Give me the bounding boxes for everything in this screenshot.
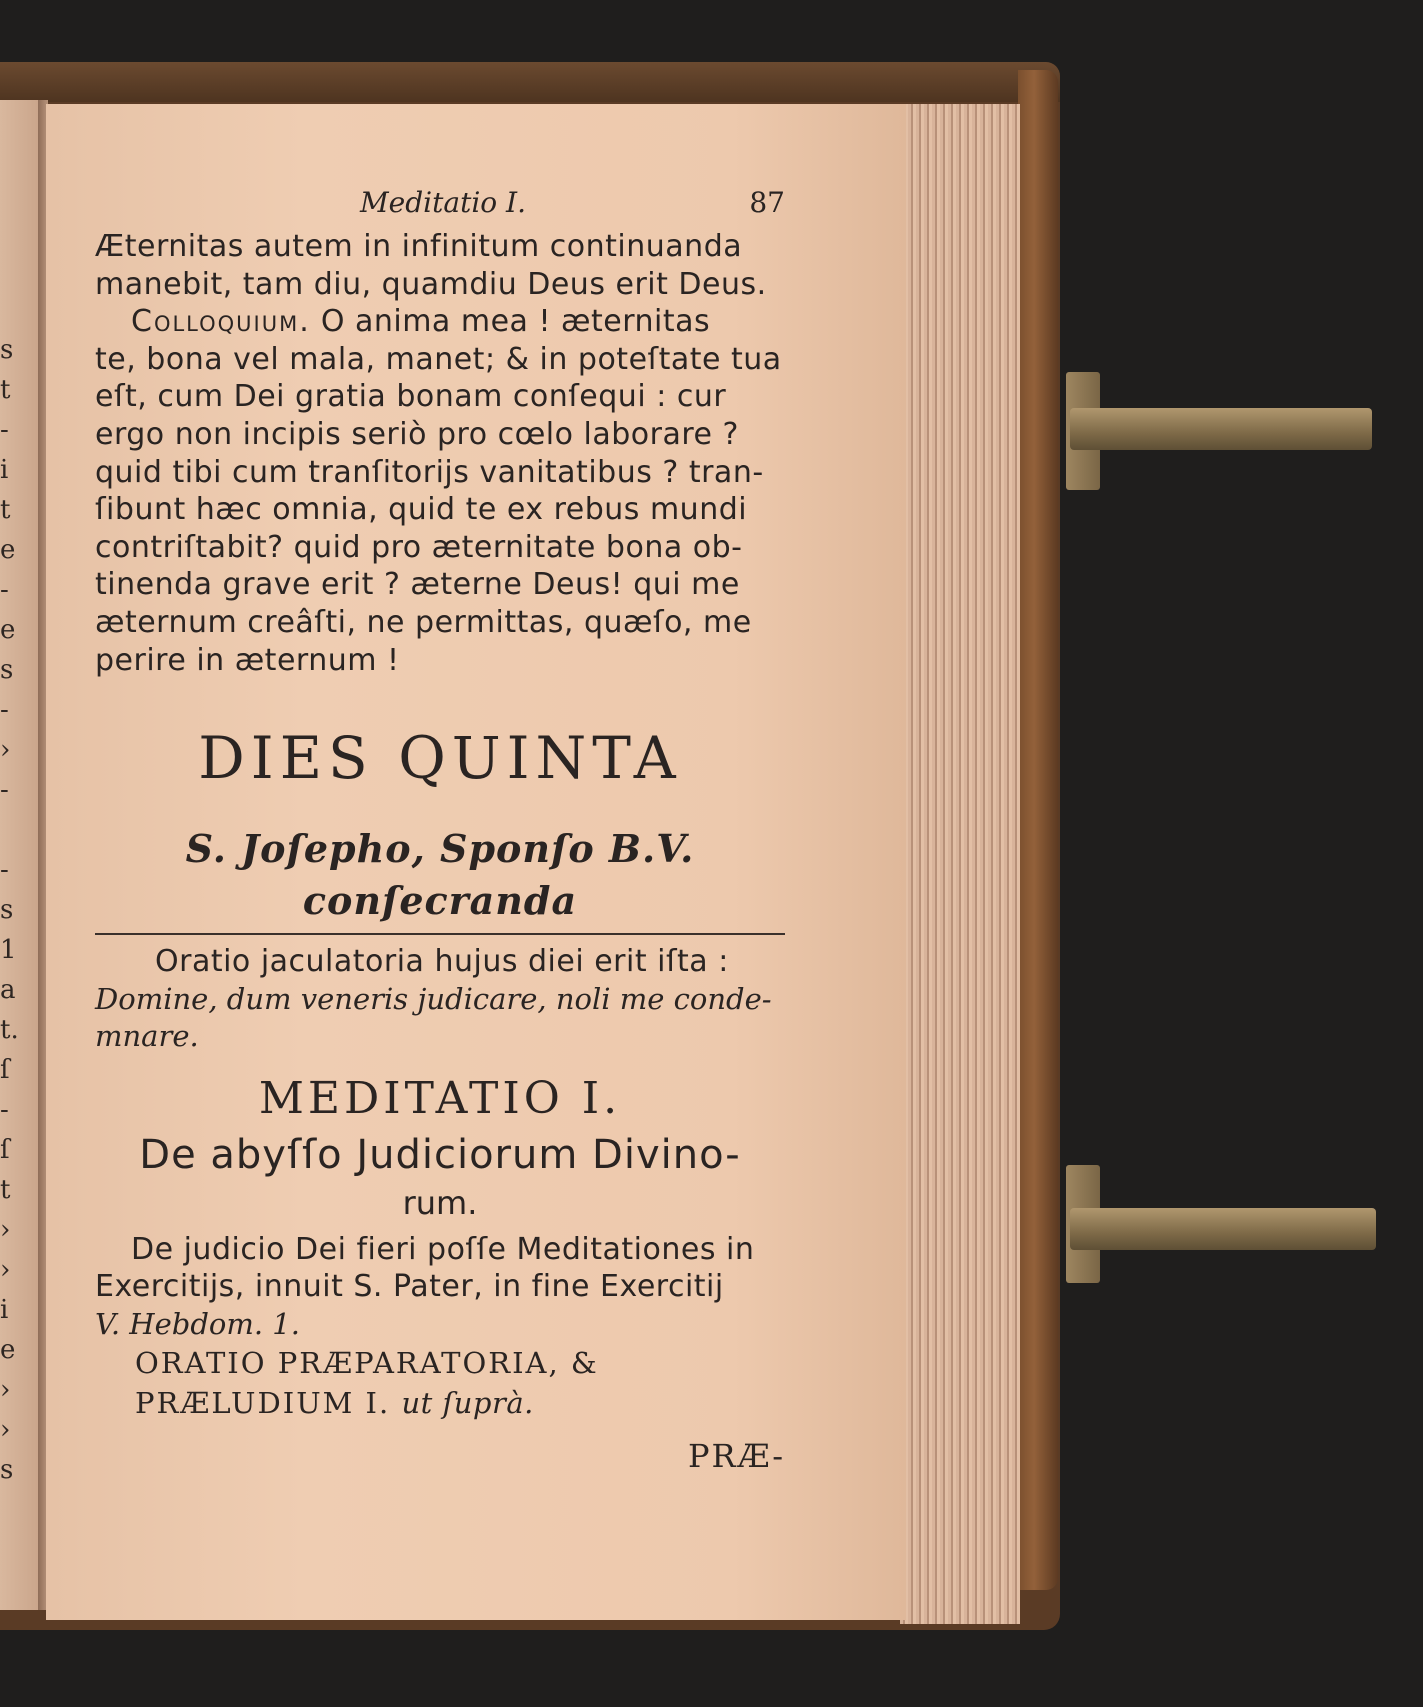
left-page-fragment: t (0, 495, 11, 525)
left-page-fragment: - (0, 575, 9, 605)
prep-line-2 (95, 1383, 785, 1423)
left-page-fragment: - (0, 855, 9, 885)
text-span: O anima mea ! æternitas (320, 304, 711, 340)
note-line: V. Hebdom. 1. (95, 1306, 300, 1341)
running-header (95, 180, 785, 228)
left-page-edge (0, 100, 42, 1610)
colloquium-label: Colloquium. (131, 304, 311, 340)
left-page-fragment: - (0, 1095, 9, 1125)
text-line: te, bona vel mala, manet; & in poteſtate tua (95, 341, 782, 377)
divider (95, 933, 785, 935)
meditatio-heading: MEDITATIO I. (258, 1072, 622, 1124)
left-page-fragment: - (0, 415, 9, 445)
left-page-fragment: a (0, 975, 16, 1005)
text-line: manebit, tam diu, quamdiu Deus erit Deus. (95, 266, 767, 302)
page-edges (900, 104, 1020, 1624)
prelude-label: PRÆLUDIUM I. (135, 1385, 391, 1420)
left-page-fragment (0, 810, 20, 850)
left-page-fragment: 1 (0, 935, 17, 965)
left-page-fragment: t (0, 1175, 11, 1205)
left-page-fragment: › (0, 1415, 11, 1445)
oratio-text-line: mnare. (95, 1018, 199, 1053)
meditatio-title-cont: rum. (402, 1183, 478, 1222)
book-cover-top (0, 62, 1060, 102)
text-line: quid tibi cum tranſitorijs vanitatibus ? tran- (95, 454, 764, 490)
left-page-fragment: e (0, 1335, 16, 1365)
note-line: Exercitijs, innuit S. Pater, in fine Exercitij (95, 1269, 724, 1305)
left-page-fragment: e (0, 535, 16, 565)
colloquium-line (95, 303, 785, 341)
text-line: eſt, cum Dei gratia bonam conſequi : cur (95, 379, 727, 415)
left-page-fragment: i (0, 455, 9, 485)
left-page-fragment: t. (0, 1015, 19, 1045)
left-page-fragment: s (0, 895, 14, 925)
note-line: De judicio Dei fieri poſſe Meditationes in (131, 1231, 755, 1267)
ut-supra: ut ſuprà. (401, 1385, 534, 1420)
left-page-fragment: e (0, 615, 16, 645)
text-line: æternum creâſti, ne permittas, quæſo, me (95, 604, 752, 640)
text-line: tinenda grave erit ? æterne Deus! qui me (95, 567, 740, 603)
left-page-fragment: › (0, 1215, 11, 1245)
left-page-fragment: - (0, 695, 9, 725)
left-page-fragment: ſ (0, 1055, 10, 1085)
text-line: ergo non incipis seriò pro cœlo laborare ? (95, 416, 739, 452)
upper-clasp[interactable] (1070, 408, 1372, 450)
meditatio-title: De abyſſo Judiciorum Divino- (139, 1131, 741, 1178)
left-page-fragment: - (0, 775, 9, 805)
page-number: 87 (749, 186, 785, 219)
day-heading: DIES QUINTA (198, 724, 682, 793)
left-page-fragment: s (0, 1455, 14, 1485)
left-page-fragment: › (0, 735, 11, 765)
oratio-intro: Oratio jaculatoria hujus diei erit iſta : (155, 944, 729, 980)
catchword: PRÆ- (687, 1436, 785, 1475)
left-page-text-fragments (0, 330, 20, 1490)
text-line: perire in æternum ! (95, 642, 400, 678)
left-page-fragment: s (0, 655, 14, 685)
left-page-fragment: t (0, 375, 11, 405)
book-fore-edge-cover (1018, 70, 1058, 1590)
left-page-fragment: i (0, 1295, 9, 1325)
lower-clasp[interactable] (1070, 1208, 1376, 1250)
prep-line-1: ORATIO PRÆPARATORIA, & (135, 1345, 599, 1380)
oratio-text-line: Domine, dum veneris judicare, noli me conde- (95, 981, 772, 1016)
left-page-fragment: s (0, 335, 14, 365)
running-head: Meditatio I. (360, 186, 526, 219)
text-line: ſibunt hæc omnia, quid te ex rebus mundi (95, 492, 748, 528)
text-line: Æternitas autem in infinitum continuanda (95, 229, 743, 264)
left-page-fragment: › (0, 1375, 11, 1405)
page-text (95, 180, 785, 1475)
text-line: contriſtabit? quid pro æternitate bona ob- (95, 529, 743, 565)
left-page-fragment: ſ (0, 1135, 10, 1165)
dedication-heading: S. Joſepho, Sponſo B.V. conſecranda (185, 826, 695, 924)
left-page-fragment: › (0, 1255, 11, 1285)
